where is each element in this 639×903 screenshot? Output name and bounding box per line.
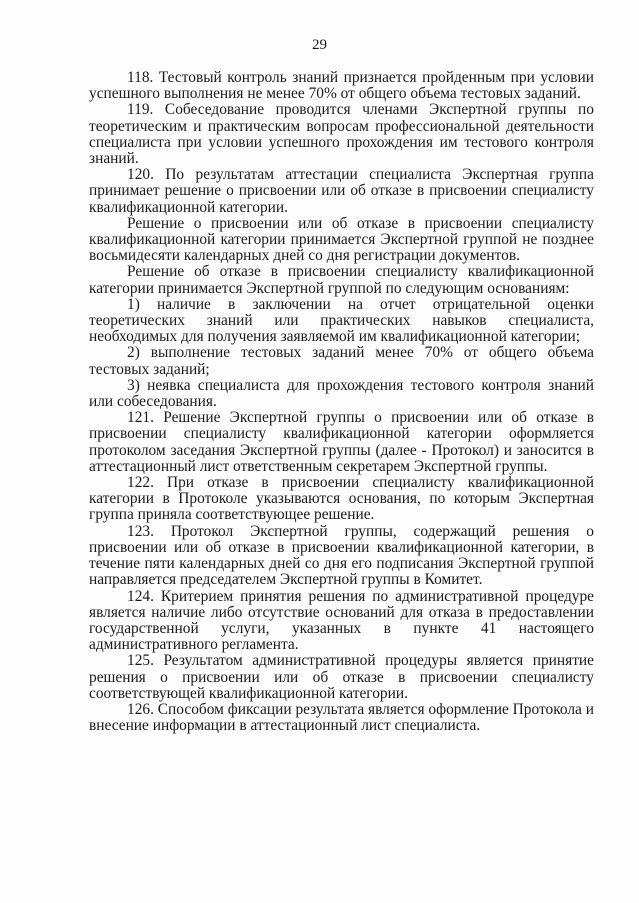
paragraph-122: 122. При отказе в присвоении специалисту квалификационной категории в Протоколе указываются основания, по которым Экспертная группа приняла соответствующее решение. [89, 474, 594, 524]
paragraph-121: 121. Решение Экспертной группы о присвоении или об отказе в присвоении специалисту квалификационной категории оформляется протоколом заседания Экспертной группы (далее - Протокол) и заносится в аттестационный лист ответственным секретарем Экспертной группы. [89, 409, 594, 475]
refusal-ground-2: 2) выполнение тестовых заданий менее 70% от общего объема тестовых заданий; [89, 344, 594, 378]
paragraph-123: 123. Протокол Экспертной группы, содержащий решения о присвоении или об отказе в присвоении квалификационной категории, в течение пяти календарных дней со дня его подписания Экспертной группой направляется председателем Экспертной группы в Комитет. [89, 522, 594, 589]
page-number: 29 [312, 37, 327, 53]
document-body [89, 70, 594, 734]
paragraph-120-refusal-grounds: Решение об отказе в присвоении специалисту квалификационной категории принимается Экспертной группой по следующим основаниям: [89, 263, 594, 297]
paragraph-120: 120. По результатам аттестации специалиста Экспертная группа принимает решение о присвоении или об отказе в присвоении специалисту квалификационной категории. [89, 166, 594, 216]
paragraph-120-decision-deadline: Решение о присвоении или об отказе в присвоении специалисту квалификационной категории принимается Экспертной группой не позднее восьмидесяти календарных дней со дня регистрации документов. [89, 214, 594, 265]
paragraph-119: 119. Собеседование проводится членами Экспертной группы по теоретическим и практическим вопросам профессиональной деятельности специалиста при условии успешного прохождения им тестового контроля знаний. [89, 101, 594, 168]
paragraph-124: 124. Критерием принятия решения по административной процедуре является наличие либо отсутствие оснований для отказа в предоставлении государственной услуги, указанных в пункте 41 настоящего административного регламента. [89, 587, 594, 654]
paragraph-125: 125. Результатом административной процедуры является принятие решения о присвоении или об отказе в присвоении специалисту соответствующей квалификационной категории. [89, 652, 594, 702]
paragraph-126: 126. Способом фиксации результата является оформление Протокола и внесение информации в аттестационный лист специалиста. [89, 700, 594, 735]
refusal-ground-3: 3) неявка специалиста для прохождения тестового контроля знаний или собеседования. [89, 376, 594, 411]
paragraph-118: 118. Тестовый контроль знаний признается пройденным при условии успешного выполнения не менее 70% от общего объема тестовых заданий. [89, 69, 594, 103]
refusal-ground-1: 1) наличие в заключении на отчет отрицательной оценки теоретических знаний или практических навыков специалиста, необходимых для получения заявляемой им квалификационной категории; [89, 295, 594, 346]
